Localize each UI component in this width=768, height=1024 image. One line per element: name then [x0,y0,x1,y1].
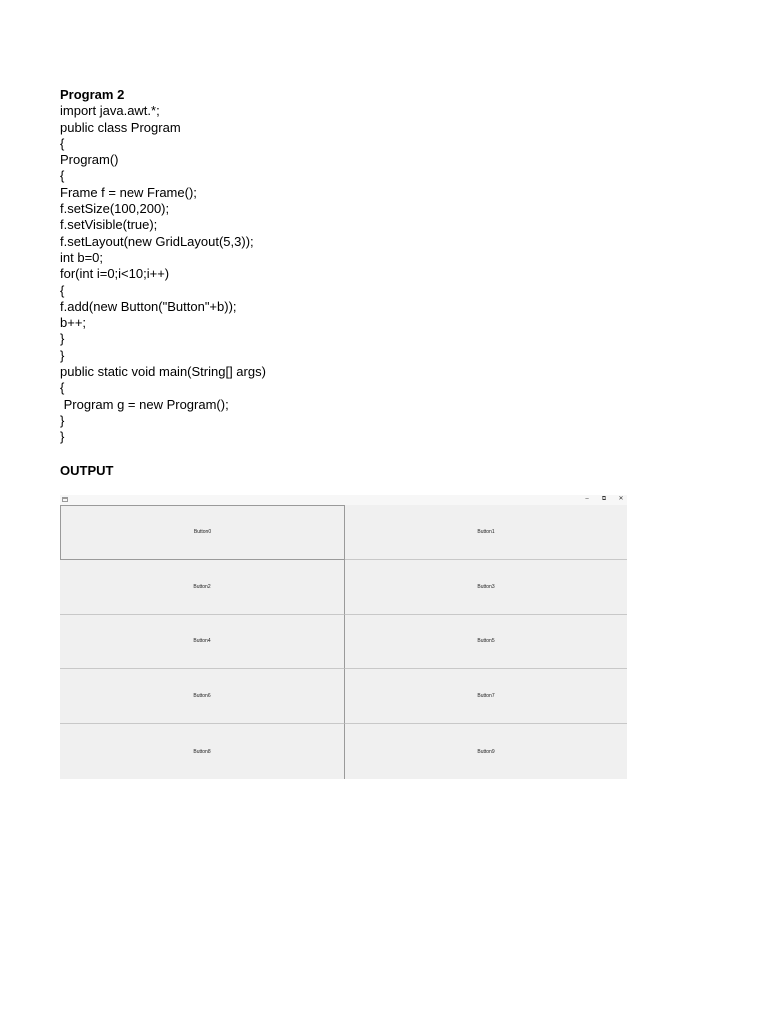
code-line: for(int i=0;i<10;i++) [60,266,170,282]
awt-button-6[interactable]: Button6 [60,669,345,724]
awt-window-screenshot [60,495,627,779]
code-listing [60,103,700,445]
code-line: f.setLayout(new GridLayout(5,3)); [60,233,254,249]
code-line: { [60,168,65,184]
code-line: Frame f = new Frame(); [60,184,197,200]
code-line: } [60,331,65,347]
code-line: f.add(new Button("Button"+b)); [60,298,237,314]
code-line: { [60,135,65,151]
close-icon[interactable]: ✕ [618,496,624,502]
code-line: public class Program [60,119,181,135]
awt-button-0[interactable]: Button0 [60,505,345,560]
awt-button-5[interactable]: Button5 [345,615,627,670]
app-icon [62,497,68,502]
code-line: b++; [60,315,87,331]
awt-button-4[interactable]: Button4 [60,615,345,670]
code-line: Program() [60,152,119,168]
minimize-icon[interactable]: – [585,496,589,502]
code-line: { [60,380,65,396]
code-line: f.setSize(100,200); [60,201,170,217]
code-line: { [60,282,65,298]
program-heading: Program 2 [60,87,125,102]
code-line: } [60,347,65,363]
window-titlebar [60,495,627,505]
output-heading: OUTPUT [60,463,114,478]
code-line: public static void main(String[] args) [60,364,266,380]
code-line: } [60,429,65,445]
maximize-icon[interactable]: ⧉ [601,496,607,502]
code-line: int b=0; [60,249,104,265]
awt-button-7[interactable]: Button7 [345,669,627,724]
button-grid [60,505,627,779]
awt-button-2[interactable]: Button2 [60,560,345,615]
code-line: import java.awt.*; [60,103,160,119]
awt-button-3[interactable]: Button3 [345,560,627,615]
code-line: f.setVisible(true); [60,217,158,233]
awt-button-1[interactable]: Button1 [345,505,627,560]
code-line: } [60,412,65,428]
document-body [60,87,700,446]
code-line: Program g = new Program(); [60,396,229,412]
awt-button-9[interactable]: Button9 [345,724,627,779]
awt-button-8[interactable]: Button8 [60,724,345,779]
